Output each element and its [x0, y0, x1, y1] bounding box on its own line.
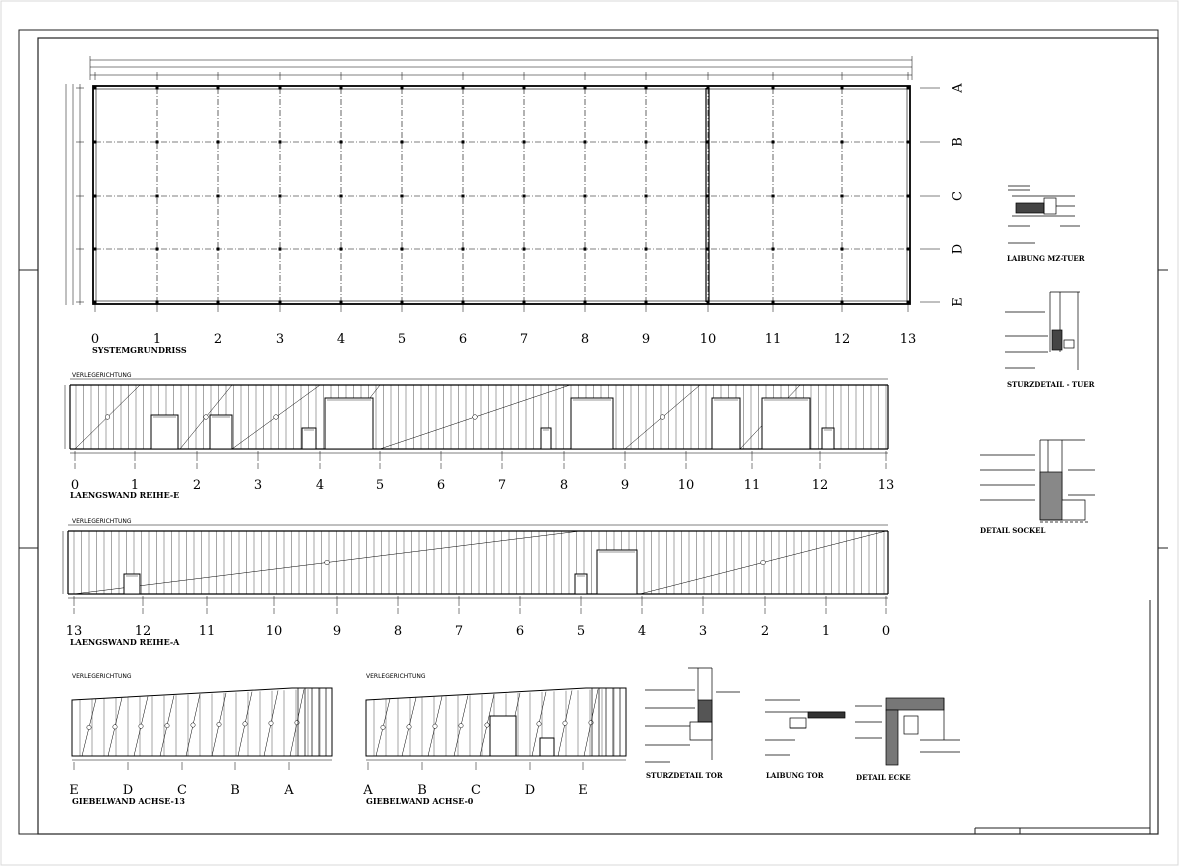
plan-axis-label: E	[950, 297, 966, 307]
plan-axis-label: D	[950, 243, 966, 255]
gable-axis-label: C	[471, 783, 481, 798]
plan-axis-label: 9	[641, 332, 651, 347]
sockel-title: DETAIL SOCKEL	[980, 526, 1046, 535]
wall-axis-label: 12	[134, 624, 152, 639]
wall-axis-label: 6	[436, 478, 446, 493]
wall-axis-label: 3	[698, 624, 708, 639]
plan-axis-label: 4	[336, 332, 346, 347]
plan-axis-label: 7	[519, 332, 529, 347]
gable-axis-label: C	[177, 783, 187, 798]
gable-axis-label: A	[284, 783, 294, 798]
gable-axis-label: B	[417, 783, 427, 798]
gable-13-header: VERLEGERICHTUNG	[72, 673, 132, 680]
wall-e-title: LAENGSWAND REIHE-E	[70, 490, 180, 500]
wall-axis-label: 7	[454, 624, 464, 639]
laibung-tor-title: LAIBUNG TOR	[766, 771, 824, 780]
wall-axis-label: 7	[497, 478, 507, 493]
plan-title: SYSTEMGRUNDRISS	[92, 345, 187, 355]
plan-axis-label: 1	[152, 332, 162, 347]
wall-e-header: VERLEGERICHTUNG	[72, 372, 132, 379]
wall-axis-label: 2	[760, 624, 770, 639]
wall-axis-label: 10	[265, 624, 283, 639]
plan-axis-label: 2	[213, 332, 223, 347]
gable-axis-label: B	[230, 783, 240, 798]
wall-axis-label: 6	[515, 624, 525, 639]
gable-axis-label: D	[122, 783, 134, 798]
wall-axis-label: 8	[393, 624, 403, 639]
wall-axis-label: 12	[811, 478, 829, 493]
plan-axis-label: C	[950, 191, 966, 201]
gable-0-header: VERLEGERICHTUNG	[366, 673, 426, 680]
wall-axis-label: 13	[877, 478, 895, 493]
wall-axis-label: 5	[375, 478, 385, 493]
wall-axis-label: 9	[332, 624, 342, 639]
wall-axis-label: 11	[743, 478, 761, 493]
plan-axis-label: B	[950, 137, 966, 147]
ecke-title: DETAIL ECKE	[856, 773, 911, 782]
sturz-tuer-title: STURZDETAIL - TUER	[1007, 380, 1095, 389]
sturz-tor-title: STURZDETAIL TOR	[646, 771, 723, 780]
wall-axis-label: 5	[576, 624, 586, 639]
plan-axis-label: 3	[275, 332, 285, 347]
laibung-mz-title: LAIBUNG MZ-TUER	[1007, 254, 1085, 263]
wall-axis-label: 11	[198, 624, 216, 639]
wall-axis-label: 9	[620, 478, 630, 493]
plan-axis-label: 0	[90, 332, 100, 347]
wall-axis-label: 8	[559, 478, 569, 493]
wall-a-header: VERLEGERICHTUNG	[72, 518, 132, 525]
wall-axis-label: 1	[821, 624, 831, 639]
wall-axis-label: 4	[637, 624, 647, 639]
plan-axis-label: A	[950, 83, 966, 93]
wall-axis-label: 0	[70, 478, 80, 493]
plan-axis-label: 5	[397, 332, 407, 347]
wall-axis-label: 1	[130, 478, 140, 493]
gable-13-title: GIEBELWAND ACHSE-13	[72, 796, 185, 806]
gable-axis-label: E	[578, 783, 588, 798]
wall-axis-label: 3	[253, 478, 263, 493]
plan-axis-label: 6	[458, 332, 468, 347]
wall-axis-label: 0	[881, 624, 891, 639]
wall-a-title: LAENGSWAND REIHE-A	[70, 637, 180, 647]
wall-axis-label: 13	[65, 624, 83, 639]
gable-0-title: GIEBELWAND ACHSE-0	[366, 796, 474, 806]
gable-axis-label: E	[69, 783, 79, 798]
wall-axis-label: 4	[315, 478, 325, 493]
plan-axis-label: 12	[833, 332, 851, 347]
plan-axis-label: 13	[899, 332, 917, 347]
wall-axis-label: 10	[677, 478, 695, 493]
wall-axis-label: 2	[192, 478, 202, 493]
plan-axis-label: 8	[580, 332, 590, 347]
plan-axis-label: 10	[699, 332, 717, 347]
plan-axis-label: 11	[764, 332, 782, 347]
gable-axis-label: D	[524, 783, 536, 798]
gable-axis-label: A	[363, 783, 373, 798]
